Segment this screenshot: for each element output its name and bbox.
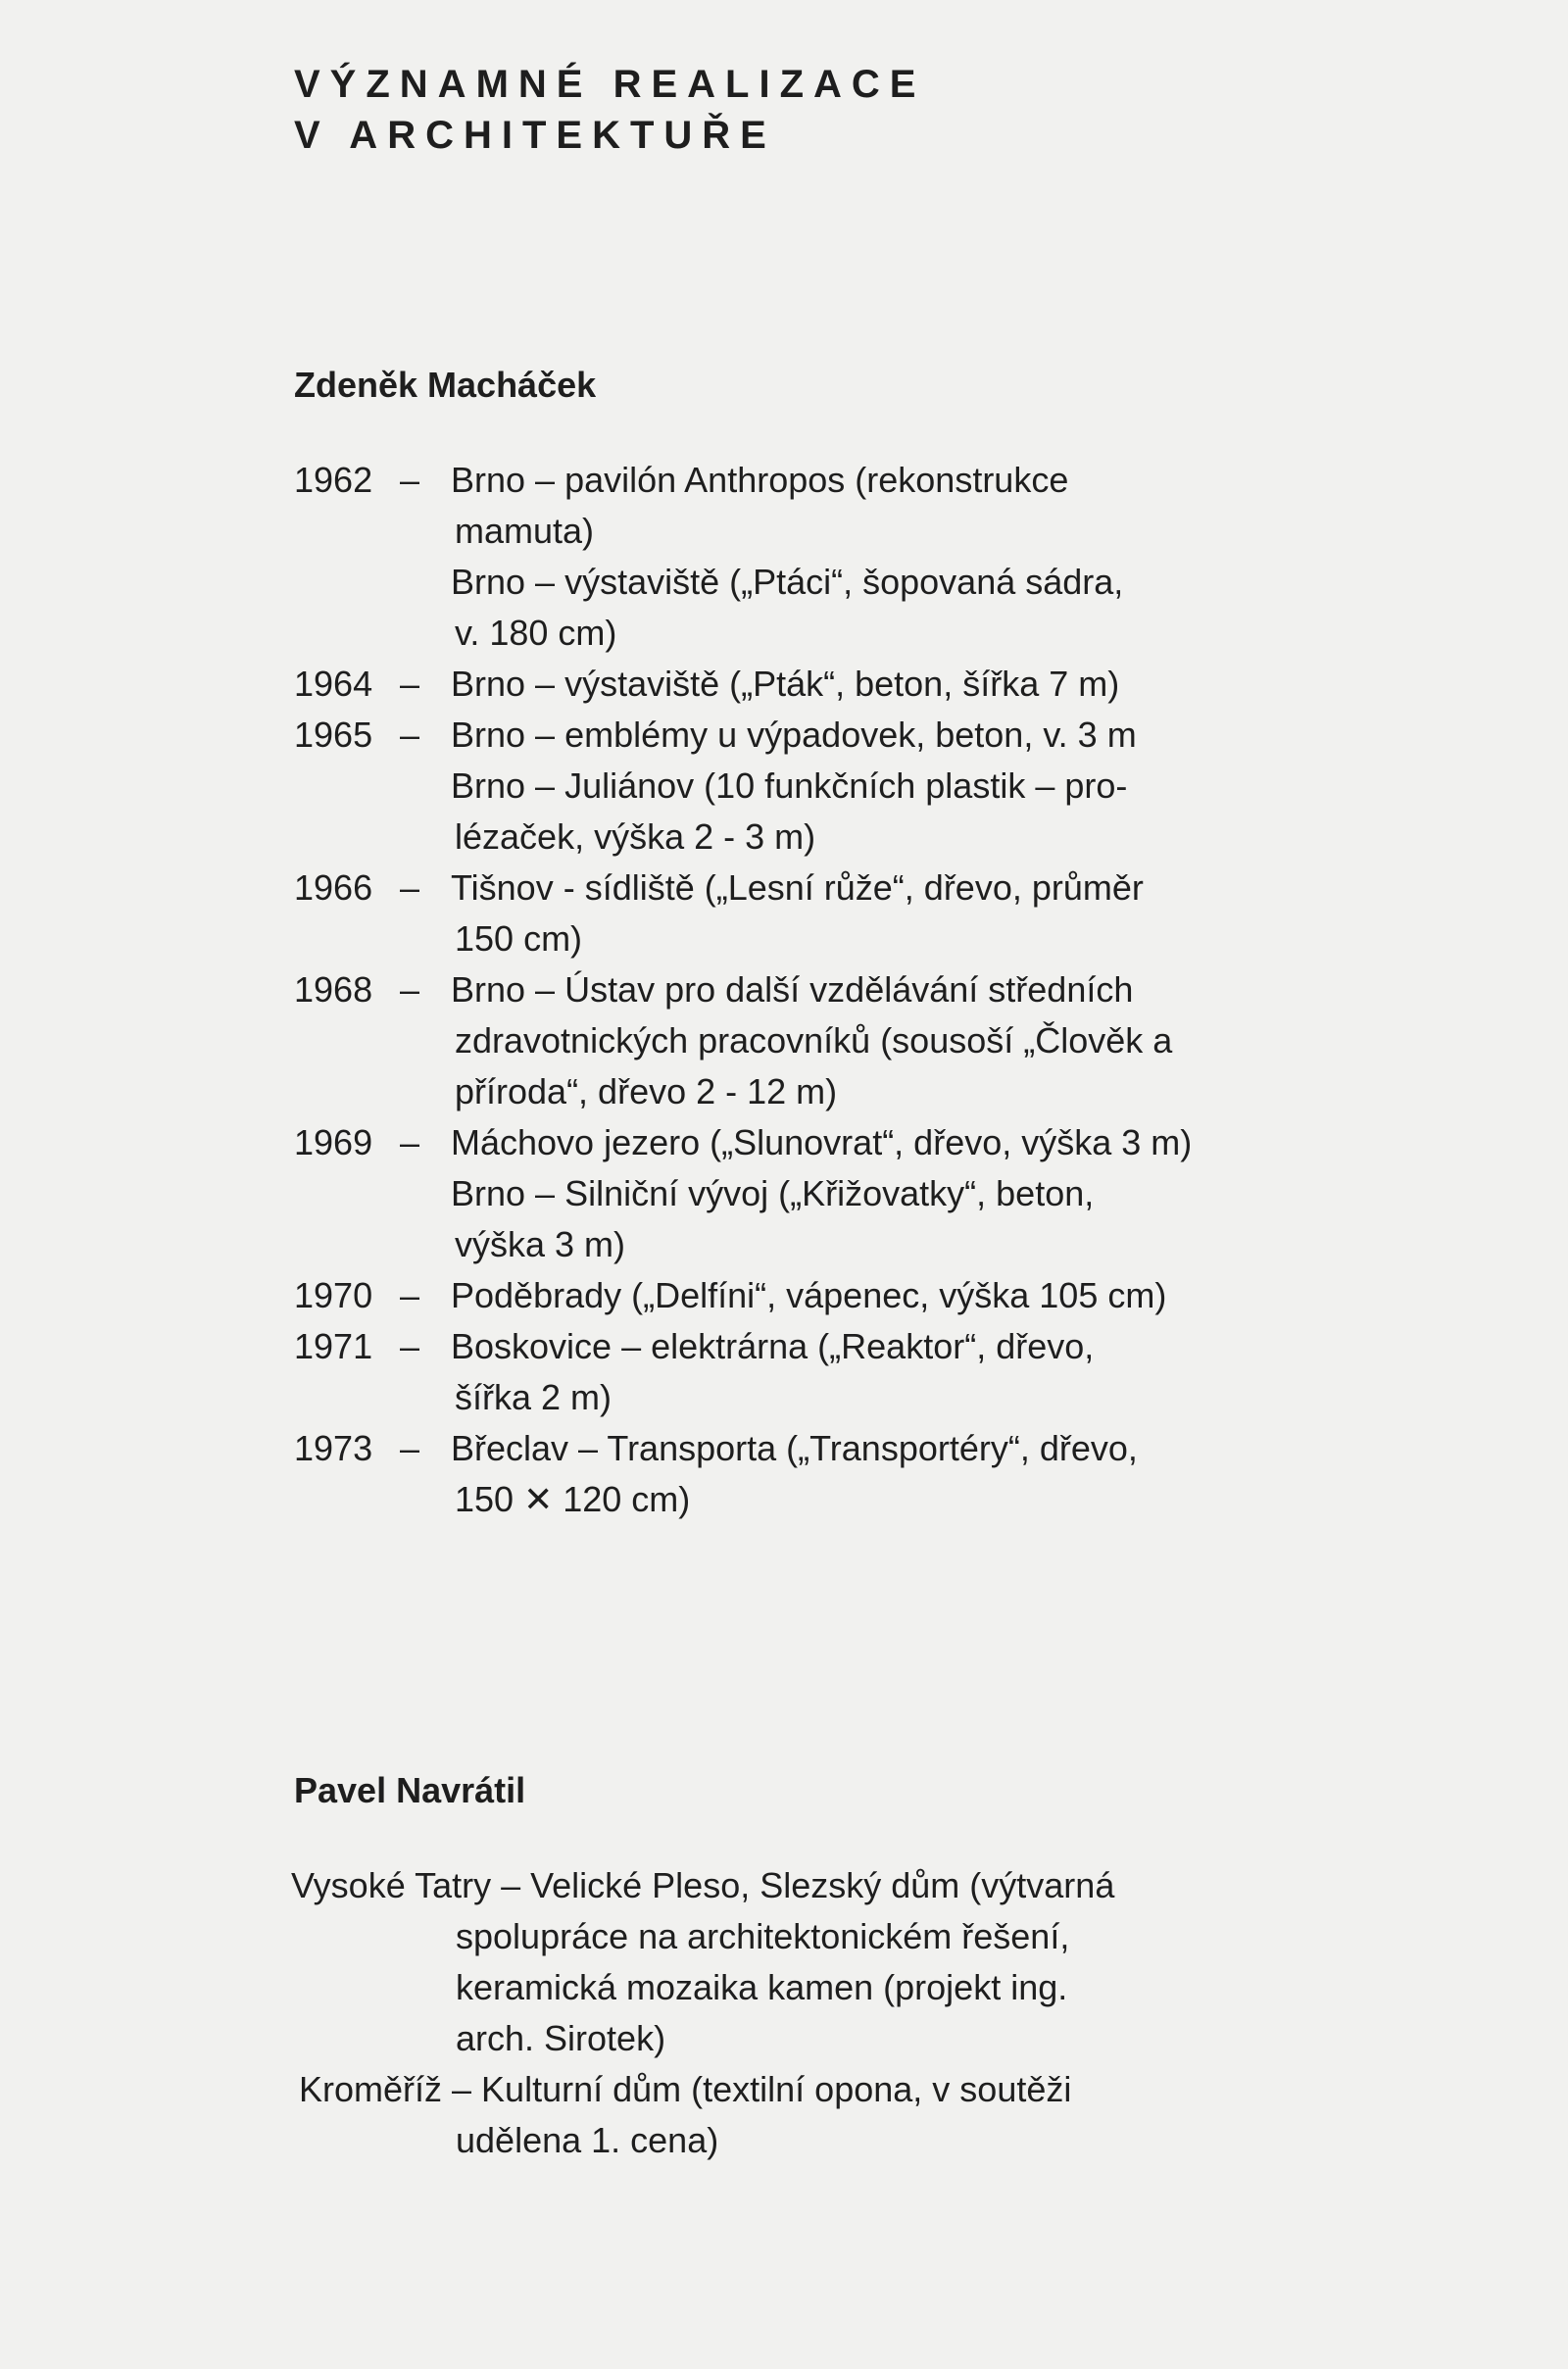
entry-line: Brno – Silniční vývoj („Křižovatky“, beton, [451,1173,1095,1213]
work-entry [294,1321,1352,1423]
entry-line: mamuta) [455,511,595,551]
work-entry [294,1270,1352,1321]
entry-dash: – [400,1428,420,1468]
author-heading: Zdeněk Macháček [294,365,597,405]
works-list [294,455,1352,1525]
entry-line: spolupráce na architektonickém řešení, [456,1916,1070,1956]
work-entry [294,455,1352,659]
entry-line: výška 3 m) [455,1224,626,1264]
work-entry [291,2064,1369,2166]
title-line-1: VÝZNAMNÉ REALIZACE [294,63,926,106]
entry-line: 150 ✕ 120 cm) [455,1479,691,1519]
entry-dash: – [400,1122,420,1162]
entry-dash: – [400,969,420,1010]
entry-dash: – [400,460,420,500]
entry-line: Kroměříž – Kulturní dům (textilní opona, v soutěži [299,2069,1072,2109]
entry-dash: – [400,664,420,704]
page-title [294,59,925,161]
entry-line: Brno – Juliánov (10 funkčních plastik – pro- [451,765,1128,806]
entry-dash: – [400,1275,420,1315]
entry-year: 1965 [294,715,373,755]
work-entry [294,1117,1352,1270]
work-entry [294,1423,1352,1525]
entry-line: Brno – pavilón Anthropos (rekonstrukce [451,460,1069,500]
work-entry [294,659,1352,710]
entry-line: příroda“, dřevo 2 - 12 m) [455,1071,838,1111]
entry-dash: – [400,715,420,755]
entry-line: šířka 2 m) [455,1377,612,1417]
work-entry [291,1860,1369,2064]
work-entry [294,863,1352,964]
entry-line: 150 cm) [455,918,583,959]
entry-line: arch. Sirotek) [456,2018,666,2058]
entry-year: 1969 [294,1122,373,1162]
entry-line: Brno – Ústav pro další vzdělávání středních [451,969,1134,1010]
entry-dash: – [400,1326,420,1366]
entry-line: Poděbrady („Delfíni“, vápenec, výška 105 cm) [451,1275,1167,1315]
entry-line: Boskovice – elektrárna („Reaktor“, dřevo, [451,1326,1095,1366]
entry-line: Máchovo jezero („Slunovrat“, dřevo, výška 3 m) [451,1122,1193,1162]
entry-year: 1973 [294,1428,373,1468]
entry-year: 1970 [294,1275,373,1315]
entry-line: Břeclav – Transporta („Transportéry“, dřevo, [451,1428,1138,1468]
entry-year: 1962 [294,460,373,500]
author-heading: Pavel Navrátil [294,1770,526,1810]
entry-line: Vysoké Tatry – Velické Pleso, Slezský dům (výtvarná [291,1865,1115,1905]
entry-year: 1966 [294,867,373,908]
entry-year: 1964 [294,664,373,704]
entry-dash: – [400,867,420,908]
entry-line: keramická mozaika kamen (projekt ing. [456,1967,1068,2007]
entry-line: lézaček, výška 2 - 3 m) [455,816,816,857]
works-list [291,1860,1369,2166]
entry-line: Brno – emblémy u výpadovek, beton, v. 3 m [451,715,1137,755]
entry-line: v. 180 cm) [455,613,617,653]
entry-year: 1968 [294,969,373,1010]
entry-year: 1971 [294,1326,373,1366]
title-line-2: V ARCHITEKTUŘE [294,114,776,157]
work-entry [294,964,1352,1117]
entry-line: udělena 1. cena) [456,2120,719,2160]
entry-line: Brno – výstaviště („Pták“, beton, šířka 7 m) [451,664,1120,704]
entry-line: zdravotnických pracovníků (sousoší „Člověk a [455,1020,1173,1061]
work-entry [294,710,1352,863]
entry-line: Brno – výstaviště („Ptáci“, šopovaná sádra, [451,562,1124,602]
entry-line: Tišnov - sídliště („Lesní růže“, dřevo, průměr [451,867,1144,908]
